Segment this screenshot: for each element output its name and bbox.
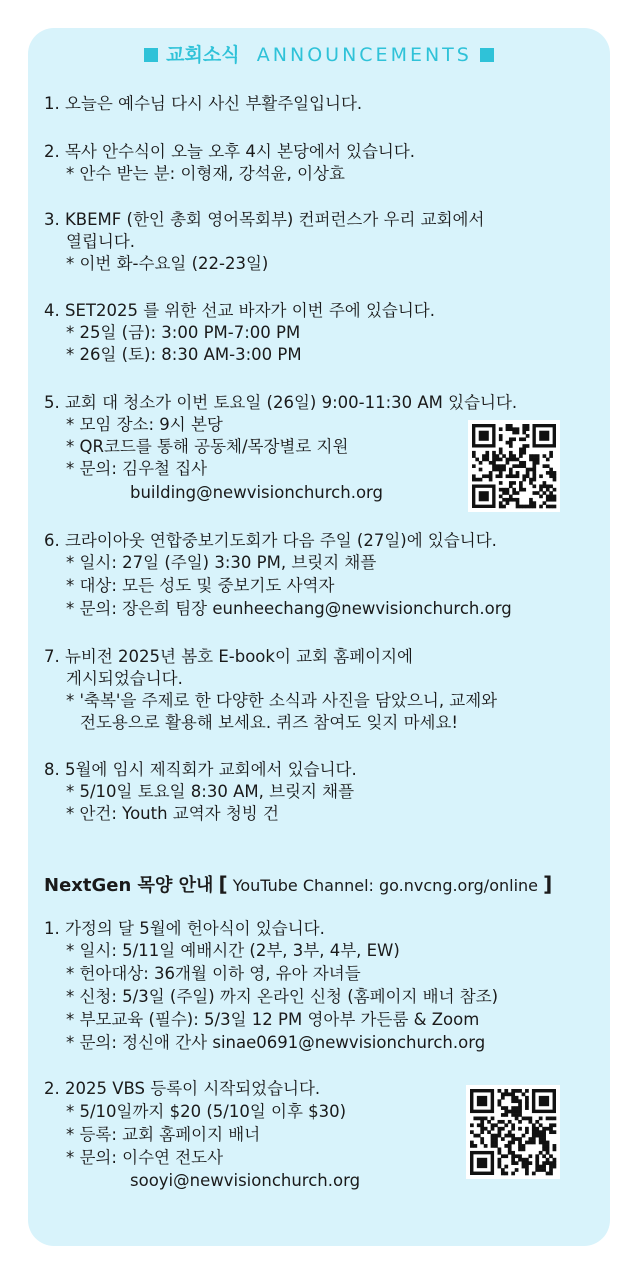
nextgen-1-line-4: * 신청: 5/3일 (주일) 까지 온라인 신청 (홈페이지 배너 참조) [66, 987, 499, 1006]
nextgen-2-line-4: * 문의: 이수연 전도사 [66, 1148, 224, 1167]
announcement-7-line-2: 게시되었습니다. [66, 669, 183, 688]
qr-code-icon[interactable] [468, 420, 560, 512]
announcement-6-line-1: 6. 크라이아웃 연합중보기도회가 다음 주일 (27일)에 있습니다. [44, 531, 497, 550]
nextgen-title: NextGen 목양 안내 [44, 875, 214, 896]
youtube-channel-link[interactable]: YouTube Channel: go.nvcng.org/online [232, 876, 538, 895]
title-english: ANNOUNCEMENTS [256, 44, 472, 66]
announcement-5-line-4: * 문의: 김우철 집사 [66, 459, 208, 478]
announcement-5-line-1: 5. 교회 대 청소가 이번 토요일 (26일) 9:00-11:30 AM 있습니다. [44, 393, 518, 412]
announcement-4-line-2: * 25일 (금): 3:00 PM-7:00 PM [66, 323, 301, 342]
announcement-4-line-1: 4. SET2025 를 위한 선교 바자가 이번 주에 있습니다. [44, 301, 435, 320]
nextgen-1-line-5: * 부모교육 (필수): 5/3일 12 PM 영아부 가든룸 & Zoom [66, 1010, 480, 1029]
page-title [0, 40, 638, 70]
nextgen-1-line-6: * 문의: 정신애 간사 sinae0691@newvisionchurch.org [66, 1033, 486, 1052]
title-korean: 교회소식 [166, 44, 240, 66]
nextgen-2-email[interactable]: sooyi@newvisionchurch.org [130, 1171, 361, 1190]
nextgen-heading [44, 872, 552, 898]
announcement-8-line-3: * 안건: Youth 교역자 청빙 건 [66, 804, 279, 823]
announcement-3-line-2: 열립니다. [66, 232, 136, 251]
square-bullet-icon [144, 48, 158, 62]
announcement-8-line-2: * 5/10일 토요일 8:30 AM, 브릿지 채플 [66, 782, 355, 801]
announcement-7-line-1: 7. 뉴비전 2025년 봄호 E-book이 교회 홈페이지에 [44, 647, 413, 666]
bracket-open: [ [218, 872, 228, 896]
announcement-2-line-1: 2. 목사 안수식이 오늘 오후 4시 본당에서 있습니다. [44, 142, 416, 161]
announcement-5-email[interactable]: building@newvisionchurch.org [130, 483, 384, 502]
announcement-1-line-1: 1. 오늘은 예수님 다시 사신 부활주일입니다. [44, 94, 363, 113]
announcement-5-line-2: * 모임 장소: 9시 본당 [66, 415, 223, 434]
announcement-6-line-4: * 문의: 장은희 팀장 eunheechang@newvisionchurch.org [66, 599, 512, 618]
announcement-3-line-1: 3. KBEMF (한인 총회 영어목회부) 컨퍼런스가 우리 교회에서 [44, 210, 485, 229]
announcement-6-line-3: * 대상: 모든 성도 및 중보기도 사역자 [66, 576, 335, 595]
announcement-2-line-2: * 안수 받는 분: 이형재, 강석윤, 이상효 [66, 164, 345, 183]
qr-code-icon[interactable] [466, 1085, 560, 1179]
announcement-7-line-4: 전도용으로 활용해 보세요. 퀴즈 참여도 잊지 마세요! [80, 713, 459, 732]
announcement-4-line-3: * 26일 (토): 8:30 AM-3:00 PM [66, 345, 302, 364]
nextgen-1-line-1: 1. 가정의 달 5월에 헌아식이 있습니다. [44, 919, 325, 938]
nextgen-1-line-2: * 일시: 5/11일 예배시간 (2부, 3부, 4부, EW) [66, 941, 400, 960]
bracket-close: ] [543, 872, 553, 896]
nextgen-2-line-2: * 5/10일까지 $20 (5/10일 이후 $30) [66, 1102, 347, 1121]
nextgen-2-line-3: * 등록: 교회 홈페이지 배너 [66, 1125, 261, 1144]
announcement-5-line-3: * QR코드를 통해 공동체/목장별로 지원 [66, 437, 349, 456]
announcement-8-line-1: 8. 5월에 임시 제직회가 교회에서 있습니다. [44, 760, 357, 779]
square-bullet-icon [480, 48, 494, 62]
announcement-7-line-3: * '축복'을 주제로 한 다양한 소식과 사진을 담았으니, 교제와 [66, 691, 498, 710]
announcement-6-line-2: * 일시: 27일 (주일) 3:30 PM, 브릿지 채플 [66, 553, 377, 572]
nextgen-1-line-3: * 헌아대상: 36개월 이하 영, 유아 자녀들 [66, 964, 361, 983]
nextgen-2-line-1: 2. 2025 VBS 등록이 시작되었습니다. [44, 1079, 321, 1098]
announcement-3-line-3: * 이번 화-수요일 (22-23일) [66, 254, 269, 273]
